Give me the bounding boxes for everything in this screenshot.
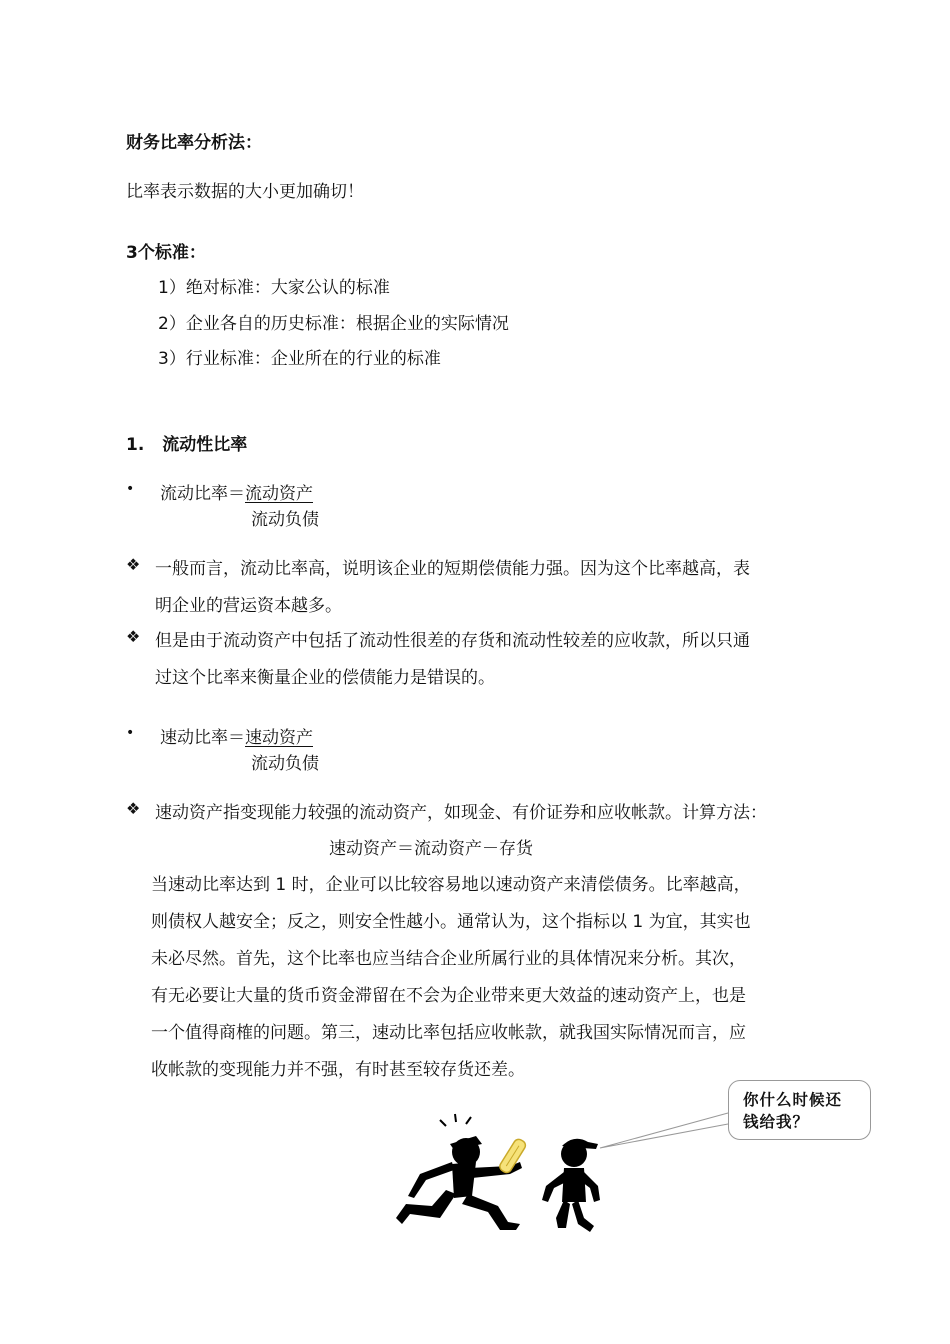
current-ratio-formula <box>160 479 313 504</box>
bubble-tail <box>600 1113 728 1148</box>
diamond-bullet-icon: ❖ <box>126 555 141 574</box>
note-line: 过这个比率来衡量企业的偿债能力是错误的。 <box>155 668 495 688</box>
formula-lhs: 流动比率＝ <box>160 484 245 504</box>
bubble-text-line: 钱给我？ <box>743 1112 810 1131</box>
formula-numerator: 速动资产 <box>245 728 313 748</box>
standard-item: 2）企业各自的历史标准：根据企业的实际情况 <box>158 314 509 334</box>
paragraph-line: 则债权人越安全；反之，则安全性越小。通常认为，这个指标以 1 为宜，其实也 <box>151 912 751 932</box>
paragraph-line: 收帐款的变现能力并不强，有时甚至较存货还差。 <box>151 1060 525 1080</box>
standard-item: 1）绝对标准：大家公认的标准 <box>158 278 390 298</box>
bullet-icon: • <box>126 725 135 741</box>
standing-figure-icon <box>542 1139 600 1232</box>
note-line: 但是由于流动资产中包括了流动性很差的存货和流动性较差的应收款，所以只通 <box>155 631 750 651</box>
speech-bubble <box>728 1080 871 1140</box>
formula-denominator: 流动负债 <box>251 510 319 530</box>
section-number: 1. <box>126 435 145 455</box>
quick-ratio-formula <box>160 723 313 748</box>
paragraph-line: 未必尽然。首先，这个比率也应当结合企业所属行业的具体情况来分析。其次， <box>151 949 746 969</box>
section-heading <box>126 430 247 455</box>
cartoon-illustration <box>370 1100 730 1240</box>
formula-numerator: 流动资产 <box>245 484 313 504</box>
intro-text: 比率表示数据的大小更加确切！ <box>126 182 364 202</box>
bullet-icon: • <box>126 481 135 497</box>
bubble-text-line: 你什么时候还 <box>743 1090 843 1109</box>
paragraph-line: 一个值得商榷的问题。第三，速动比率包括应收帐款，就我国实际情况而言，应 <box>151 1023 746 1043</box>
diamond-bullet-icon: ❖ <box>126 627 141 646</box>
quick-assets-formula: 速动资产＝流动资产－存货 <box>329 839 533 859</box>
note-line: 一般而言，流动比率高，说明该企业的短期偿债能力强。因为这个比率越高，表 <box>155 559 750 579</box>
note-line: 明企业的营运资本越多。 <box>155 596 342 616</box>
paragraph-line: 当速动比率达到 1 时，企业可以比较容易地以速动资产来清偿债务。比率越高， <box>151 875 751 895</box>
formula-denominator: 流动负债 <box>251 754 319 774</box>
standards-heading: 3个标准： <box>126 243 206 263</box>
page-title: 财务比率分析法： <box>126 133 262 153</box>
note-line: 速动资产指变现能力较强的流动资产，如现金、有价证券和应收帐款。计算方法： <box>155 803 767 823</box>
formula-lhs: 速动比率＝ <box>160 728 245 748</box>
section-title: 流动性比率 <box>162 435 248 455</box>
diamond-bullet-icon: ❖ <box>126 799 141 818</box>
standard-item: 3）行业标准：企业所在的行业的标准 <box>158 349 441 369</box>
paragraph-line: 有无必要让大量的货币资金滞留在不会为企业带来更大效益的速动资产上，也是 <box>151 986 746 1006</box>
